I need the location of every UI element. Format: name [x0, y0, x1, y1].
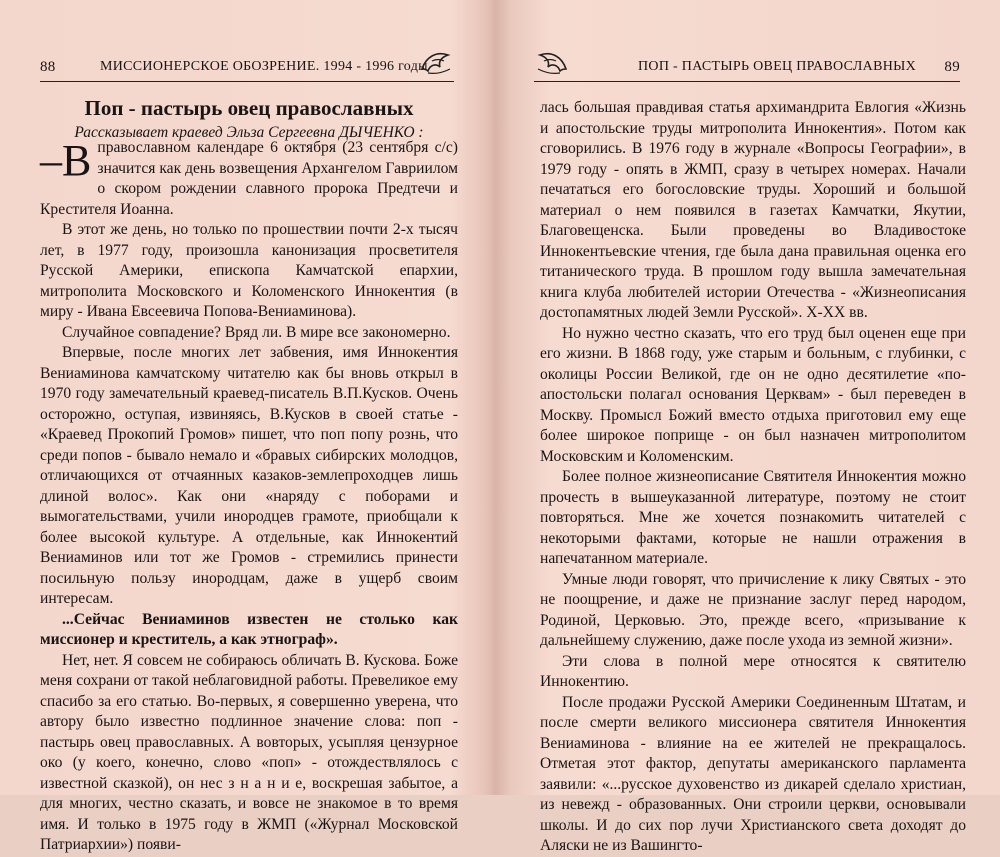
article-title: Поп - пастырь овец православных — [84, 96, 414, 120]
left-running-header — [40, 57, 454, 82]
left-body-text — [40, 138, 458, 856]
right-page-number: 89 — [944, 59, 960, 75]
left-page — [0, 0, 490, 853]
paragraph: Впервые, после многих лет забвения, имя Иннокентия Вениаминова камчатскому читателю как бы вновь открыл в 1970 году замечательный краевед-писатель В.П.Кусков. Очень осторожно, оступая, извиняясь, В.Кусков в своей статье - «Краевед Прокопий Громов» пишет, что поп попу рознь, что среди попов - бывало немало и «бравых сибирских молодцов, отличающихся от отчаянных казаков-землепроходцев лишь длиной волос». Как они «наряду с поборами и вымогательствами, учили инородцев грамоте, приобщали к более высокой культуре. А отдельные, как Иннокентий Вениаминов или тот же Громов - стремились принести посильную пользу инородцам, даже в ущерб своим интересам. — [40, 344, 458, 607]
left-page-number: 88 — [40, 59, 56, 75]
paragraph: Но нужно честно сказать, что его труд был оценен еще при его жизни. В 1868 году, уже старым и больным, с глубинки, с околицы России Великой, где он не одно десятилетие «по-апостольски полагал основания Церквам» - был переведен в Москву. Промысл Божий вместо отдыха приготовил ему еще более широкое поприще - он был назначен митрополитом Московским и Коломенским. — [540, 324, 966, 465]
paragraph: Эти слова в полной мере относятся к святителю Иннокентию. — [540, 652, 966, 690]
article-subtitle: Рассказывает краевед Эльза Сергеевна ДЫЧЕНКО : — [74, 124, 424, 141]
paragraph: лась большая правдивая статья архимандрита Евлогия «Жизнь и апостольские труды митрополита Иннокентия». Потом как сговорились. В 1976 году в журнале «Вопросы Географии», в 1979 году - опять в ЖМП, сразу в четырех номерах. Начали печататься его богословские труды. Хороший и большой материал о нем появился в газетах Камчатки, Якутии, Благовещенска. Были проведены во Владивостоке Иннокентьевские чтения, где была дана правильная оценка его титанического труда. В прошлом году вышла замечательная книга клуба любителей истории Отечества - «Жизнеописания достопамятных людей Земли Русской». X-XX вв. — [540, 99, 966, 321]
right-body-text — [540, 98, 966, 857]
drop-cap: –В — [40, 136, 92, 185]
paragraph: Более полное жизнеописание Святителя Иннокентия можно прочесть в вышеуказанной литературе, поэтому не стоит повторяться. Мне же хочется познакомить читателей с некоторыми фактами, которые не нашли отражения в напечатанном материале. — [540, 468, 966, 567]
left-running-head-text: МИССИОНЕРСКОЕ ОБОЗРЕНИЕ. 1994 - 1996 годы — [100, 59, 428, 74]
ornament-icon — [534, 47, 570, 77]
paragraph: Нет, нет. Я совсем не собираюсь обличать В. Кускова. Боже меня сохрани от такой неблаговидной работы. Превеликое ему спасибо за его статью. Во-первых, я совершенно уверена, что автору было известно подлинное значение слова: поп - пастырь овец православных. А вовторых, усыпляя цензурное око (у коего, конечно, слово «поп» - отождествлялось с известной сказкой), он нес з н а н и е, воскрешая забытое, а для многих, честно сказать, и вовсе не знакомое в то время имя. И только в 1975 году в ЖМП («Журнал Московской Патриархии») появи- — [40, 651, 458, 853]
paragraph: В этот же день, но только по прошествии почти 2-х тысяч лет, в 1977 году, произошла канонизация просветителя Русской Америки, епископа Камчатской епархии, митрополита Московского и Коломенского Иннокентия (в миру - Ивана Евсеевича Попова-Вениаминова). — [40, 221, 458, 320]
ornament-icon — [418, 47, 454, 77]
right-running-head-text: ПОП - ПАСТЫРЬ ОВЕЦ ПРАВОСЛАВНЫХ — [638, 59, 917, 74]
paragraph: Умные люди говорят, что причисление к лику Святых - это не поощрение, и даже не признание заслуг перед народом, Родиной, Церковью. Это, прежде всего, «призывание к дальнейшему служению, даже после ухода из земной жизни». — [540, 570, 966, 649]
paragraph: Случайное совпадение? Вряд ли. В мире все закономерно. — [62, 323, 451, 341]
paragraph: После продажи Русской Америки Соединенным Штатам, и после смерти великого миссионера святителя Иннокентия Вениаминова - влияние на ее жителей не прекращалось. Отметая этот фактор, депутаты американского парламента заявили: «...русское духовенство из дикарей сделало христиан, из невежд - образованных. Они строили церкви, основывали школы. И до сих пор лучи Христианского света доходят до Аляски не из Вашингто- — [540, 693, 966, 854]
right-running-header — [534, 57, 960, 82]
paragraph: –В православном календаре 6 октября (23 сентября с/с) значится как день возвещения Архангелом Гавриилом о скором рождении славного пророка Предтечи и Крестителя Иоанна. — [40, 136, 459, 218]
paragraph-bold: ...Сейчас Вениаминов известен не столько как миссионер и креститель, а как этнограф». — [40, 610, 458, 648]
right-page — [510, 0, 1000, 854]
